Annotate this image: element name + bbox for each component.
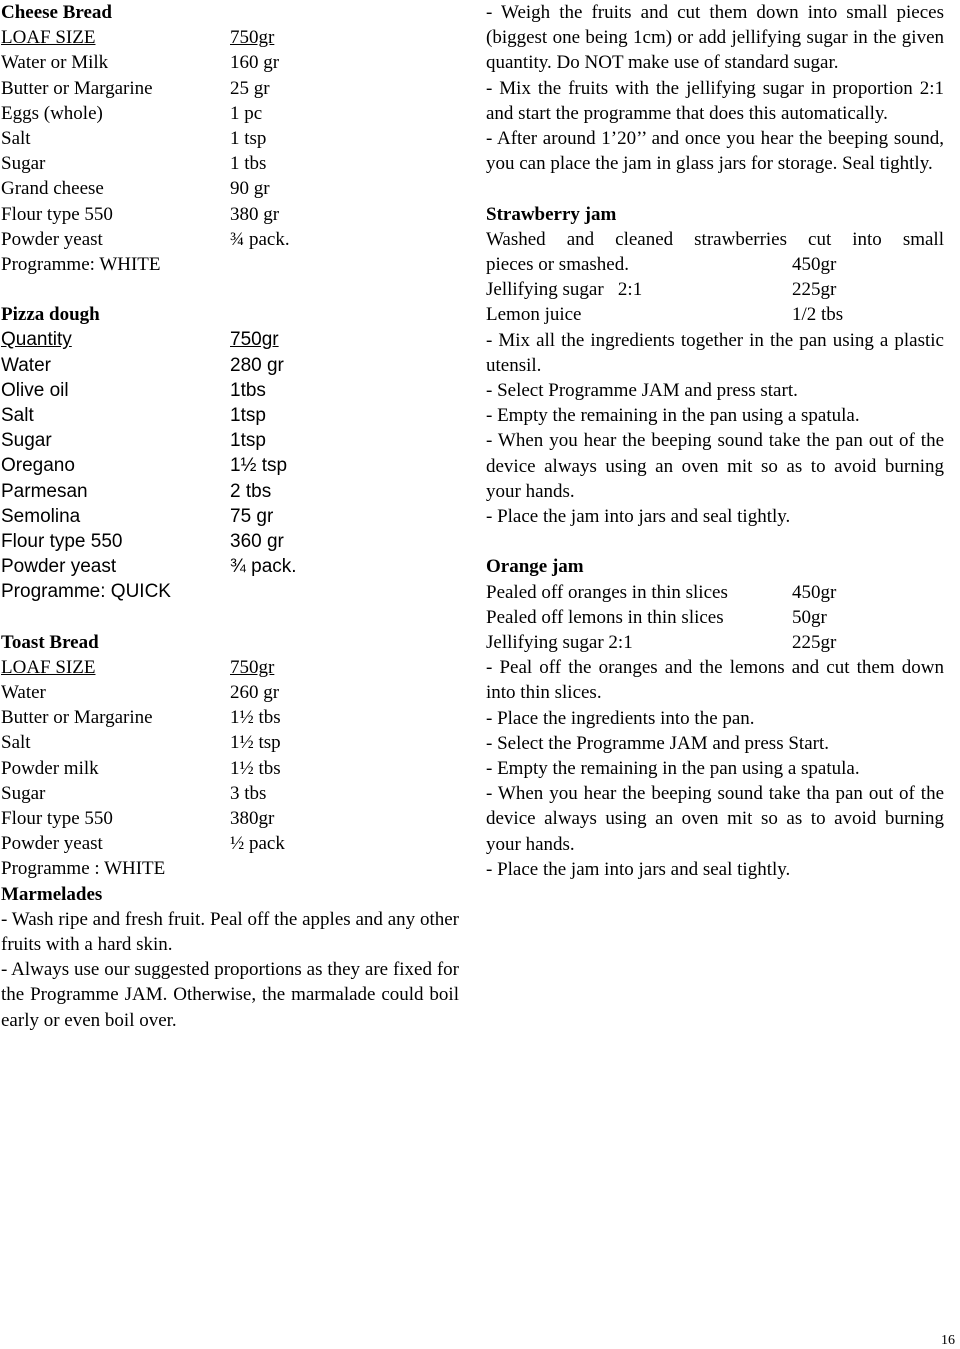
ingredient-row — [1, 831, 459, 856]
ingredient-label: Salt — [1, 405, 34, 426]
ingredient-label: Eggs (whole) — [1, 102, 103, 124]
ingredient-row — [1, 227, 459, 252]
ingredient-qty: 1 pc — [230, 102, 263, 124]
step-list — [486, 655, 944, 882]
ingredient-qty: 380gr — [230, 808, 275, 829]
step-list — [486, 328, 944, 530]
paragraph: - Weigh the fruits and cut them down into small pieces (biggest one being 1cm) or add jellifying sugar in the given quantity. Do NOT make use of standard sugar. — [486, 2, 944, 74]
ingredient-label: Salt — [1, 127, 31, 149]
ingredient-row — [1, 378, 459, 403]
ingredient-list — [1, 353, 459, 580]
step-item: - When you hear the beeping sound take tha pan out of the device always using an oven mit so as to avoid burning your hands. — [486, 783, 944, 855]
ingredient-label: Salt — [1, 732, 31, 754]
ingredient-label: Oregano — [1, 455, 75, 477]
ingredient-label: Sugar — [1, 153, 46, 175]
ingredient-row — [1, 705, 459, 730]
ingredient-qty: 1tsp — [230, 405, 266, 426]
header-label: LOAF SIZE — [1, 656, 96, 678]
header-qty: 750gr — [230, 329, 279, 351]
ingredient-row — [1, 730, 459, 755]
ingredient-row — [486, 630, 944, 655]
recipe-title: Pizza dough — [1, 304, 100, 326]
ingredient-line: Washed and cleaned strawberries cut into small — [486, 228, 944, 250]
ingredient-qty: 1tsp — [230, 430, 266, 452]
header-qty: 750gr — [230, 656, 275, 678]
ingredient-label: Powder milk — [1, 757, 99, 779]
ingredient-qty: 2 tbs — [230, 480, 272, 502]
right-column — [486, 0, 944, 882]
ingredient-label: Jellifying sugar 2:1 — [486, 631, 633, 653]
step-item: - Select Programme JAM and press start. — [486, 379, 798, 401]
ingredient-row — [1, 554, 459, 579]
ingredient-row — [1, 453, 459, 478]
ingredient-label: Parmesan — [1, 480, 88, 502]
ingredient-row — [1, 101, 459, 126]
ingredient-row — [486, 605, 944, 630]
ingredient-row — [1, 428, 459, 453]
ingredient-row — [486, 580, 944, 605]
ingredient-row — [1, 680, 459, 705]
section-title: Marmelades — [1, 883, 103, 905]
ingredient-qty: 380 gr — [230, 203, 280, 225]
cheese-bread-recipe — [1, 0, 459, 277]
ingredient-list — [486, 277, 944, 327]
ingredient-list — [1, 680, 459, 856]
ingredient-qty: 360 gr — [230, 530, 284, 552]
ingredient-row — [1, 529, 459, 554]
ingredient-row — [486, 277, 944, 302]
ingredient-row — [1, 151, 459, 176]
ingredient-label: Powder yeast — [1, 556, 117, 578]
recipe-title: Strawberry jam — [486, 203, 617, 225]
step-item: - Place the jam into jars and seal tightly. — [486, 858, 791, 880]
ingredient-row — [1, 76, 459, 101]
ingredient-label: Flour type 550 — [1, 808, 113, 829]
ingredient-qty: 1/2 tbs — [792, 304, 844, 326]
ingredient-qty: 1½ tbs — [230, 757, 281, 779]
left-column — [1, 0, 459, 1033]
ingredient-row — [1, 202, 459, 227]
ingredient-qty: 260 gr — [230, 682, 280, 704]
ingredient-label: Lemon juice — [486, 304, 582, 326]
ingredient-qty: 1 tsp — [230, 127, 267, 149]
ingredient-qty: 25 gr — [230, 77, 270, 99]
ingredient-qty: ¾ pack. — [230, 228, 290, 250]
step-item: - Place the ingredients into the pan. — [486, 707, 755, 729]
ingredient-label: Sugar — [1, 430, 52, 452]
recipe-title: Orange jam — [486, 556, 584, 578]
header-qty: 750gr — [230, 27, 275, 49]
ingredient-row — [1, 403, 459, 428]
programme-line: Programme: QUICK — [1, 581, 171, 603]
ingredient-row — [1, 50, 459, 75]
recipe-title: Cheese Bread — [1, 2, 112, 23]
ingredient-qty: 50gr — [792, 606, 827, 628]
ingredient-label: Butter or Margarine — [1, 77, 153, 99]
ingredient-row — [486, 302, 944, 327]
ingredient-label: Water or Milk — [1, 52, 109, 74]
recipe-header-row — [1, 655, 459, 680]
ingredient-qty: 225gr — [792, 279, 837, 301]
step-item: - When you hear the beeping sound take the pan out of the device always using an oven mit so as to avoid burning your hands. — [486, 430, 944, 502]
ingredient-qty: 1½ tbs — [230, 707, 281, 729]
step-item: - Place the jam into jars and seal tightly. — [486, 505, 791, 527]
recipe-header-row — [1, 327, 459, 352]
ingredient-label: Sugar — [1, 782, 46, 804]
ingredient-label: Powder yeast — [1, 833, 103, 855]
step-item: - Mix all the ingredients together in the pan using a plastic utensil. — [486, 329, 944, 376]
ingredient-label: Pealed off lemons in thin slices — [486, 606, 724, 628]
ingredient-label: Pealed off oranges in thin slices — [486, 581, 728, 603]
jam-intro — [486, 0, 944, 176]
ingredient-qty: ¾ pack. — [230, 556, 297, 578]
ingredient-label: Butter or Margarine — [1, 707, 153, 729]
ingredient-row — [1, 479, 459, 504]
step-item: - Empty the remaining in the pan using a spatula. — [486, 405, 860, 427]
page-number: 16 — [941, 1333, 955, 1348]
ingredient-label: Olive oil — [1, 379, 69, 401]
paragraph: - Wash ripe and fresh fruit. Peal off the apples and any other fruits with a hard skin. — [1, 908, 459, 955]
ingredient-label: Water — [1, 354, 51, 376]
step-item: - Select the Programme JAM and press Start. — [486, 732, 829, 754]
ingredient-qty: 450gr — [792, 254, 837, 275]
strawberry-jam-recipe — [486, 202, 944, 530]
header-label: LOAF SIZE — [1, 27, 96, 49]
ingredient-row — [1, 806, 459, 831]
ingredient-label: Semolina — [1, 505, 81, 527]
ingredient-list — [486, 580, 944, 656]
recipe-header-row — [1, 25, 459, 50]
ingredient-qty: 90 gr — [230, 178, 270, 200]
ingredient-qty: 1tbs — [230, 379, 266, 401]
ingredient-row — [1, 781, 459, 806]
ingredient-label: Water — [1, 682, 46, 704]
ingredient-qty: ½ pack — [230, 833, 285, 855]
ingredient-qty: 1½ tsp — [230, 455, 288, 477]
step-item: - Peal off the oranges and the lemons and cut them down into thin slices. — [486, 657, 944, 704]
header-label: Quantity — [1, 329, 72, 351]
ingredient-label: pieces or smashed. — [486, 254, 629, 275]
programme-line: Programme : WHITE — [1, 858, 166, 880]
ingredient-qty: 450gr — [792, 581, 837, 603]
ingredient-qty: 160 gr — [230, 52, 280, 74]
step-item: - Empty the remaining in the pan using a spatula. — [486, 757, 860, 779]
ingredient-qty: 75 gr — [230, 505, 274, 527]
ingredient-row — [1, 756, 459, 781]
ingredient-qty: 225gr — [792, 631, 837, 653]
ingredient-label: Grand cheese — [1, 178, 104, 200]
paragraph: - After around 1’20’’ and once you hear the beeping sound, you can place the jam in glass jars for storage. Seal tightly. — [486, 128, 944, 175]
ingredient-qty: 1½ tsp — [230, 732, 281, 754]
ingredient-row — [1, 504, 459, 529]
orange-jam-recipe — [486, 554, 944, 882]
ingredient-qty: 3 tbs — [230, 782, 267, 804]
ingredient-qty: 280 gr — [230, 354, 284, 376]
toast-bread-recipe — [1, 630, 459, 882]
ingredient-row — [1, 353, 459, 378]
ingredient-label: Powder yeast — [1, 228, 103, 250]
ingredient-label: Jellifying sugar 2:1 — [486, 279, 643, 301]
ingredient-label: Flour type 550 — [1, 203, 113, 225]
pizza-dough-recipe — [1, 302, 459, 604]
paragraph: - Always use our suggested proportions as they are fixed for the Programme JAM. Otherwise, the marmalade could boil early or even boil over. — [1, 959, 459, 1031]
programme-line: Programme: WHITE — [1, 253, 161, 275]
marmelades-section — [1, 882, 459, 1033]
recipe-title: Toast Bread — [1, 631, 99, 653]
ingredient-row — [1, 126, 459, 151]
ingredient-qty: 1 tbs — [230, 153, 267, 175]
ingredient-row — [1, 176, 459, 201]
ingredient-row — [486, 252, 944, 277]
paragraph: - Mix the fruits with the jellifying sugar in proportion 2:1 and start the programme that does this automatically. — [486, 77, 944, 124]
ingredient-list — [1, 50, 459, 252]
ingredient-label: Flour type 550 — [1, 530, 123, 552]
